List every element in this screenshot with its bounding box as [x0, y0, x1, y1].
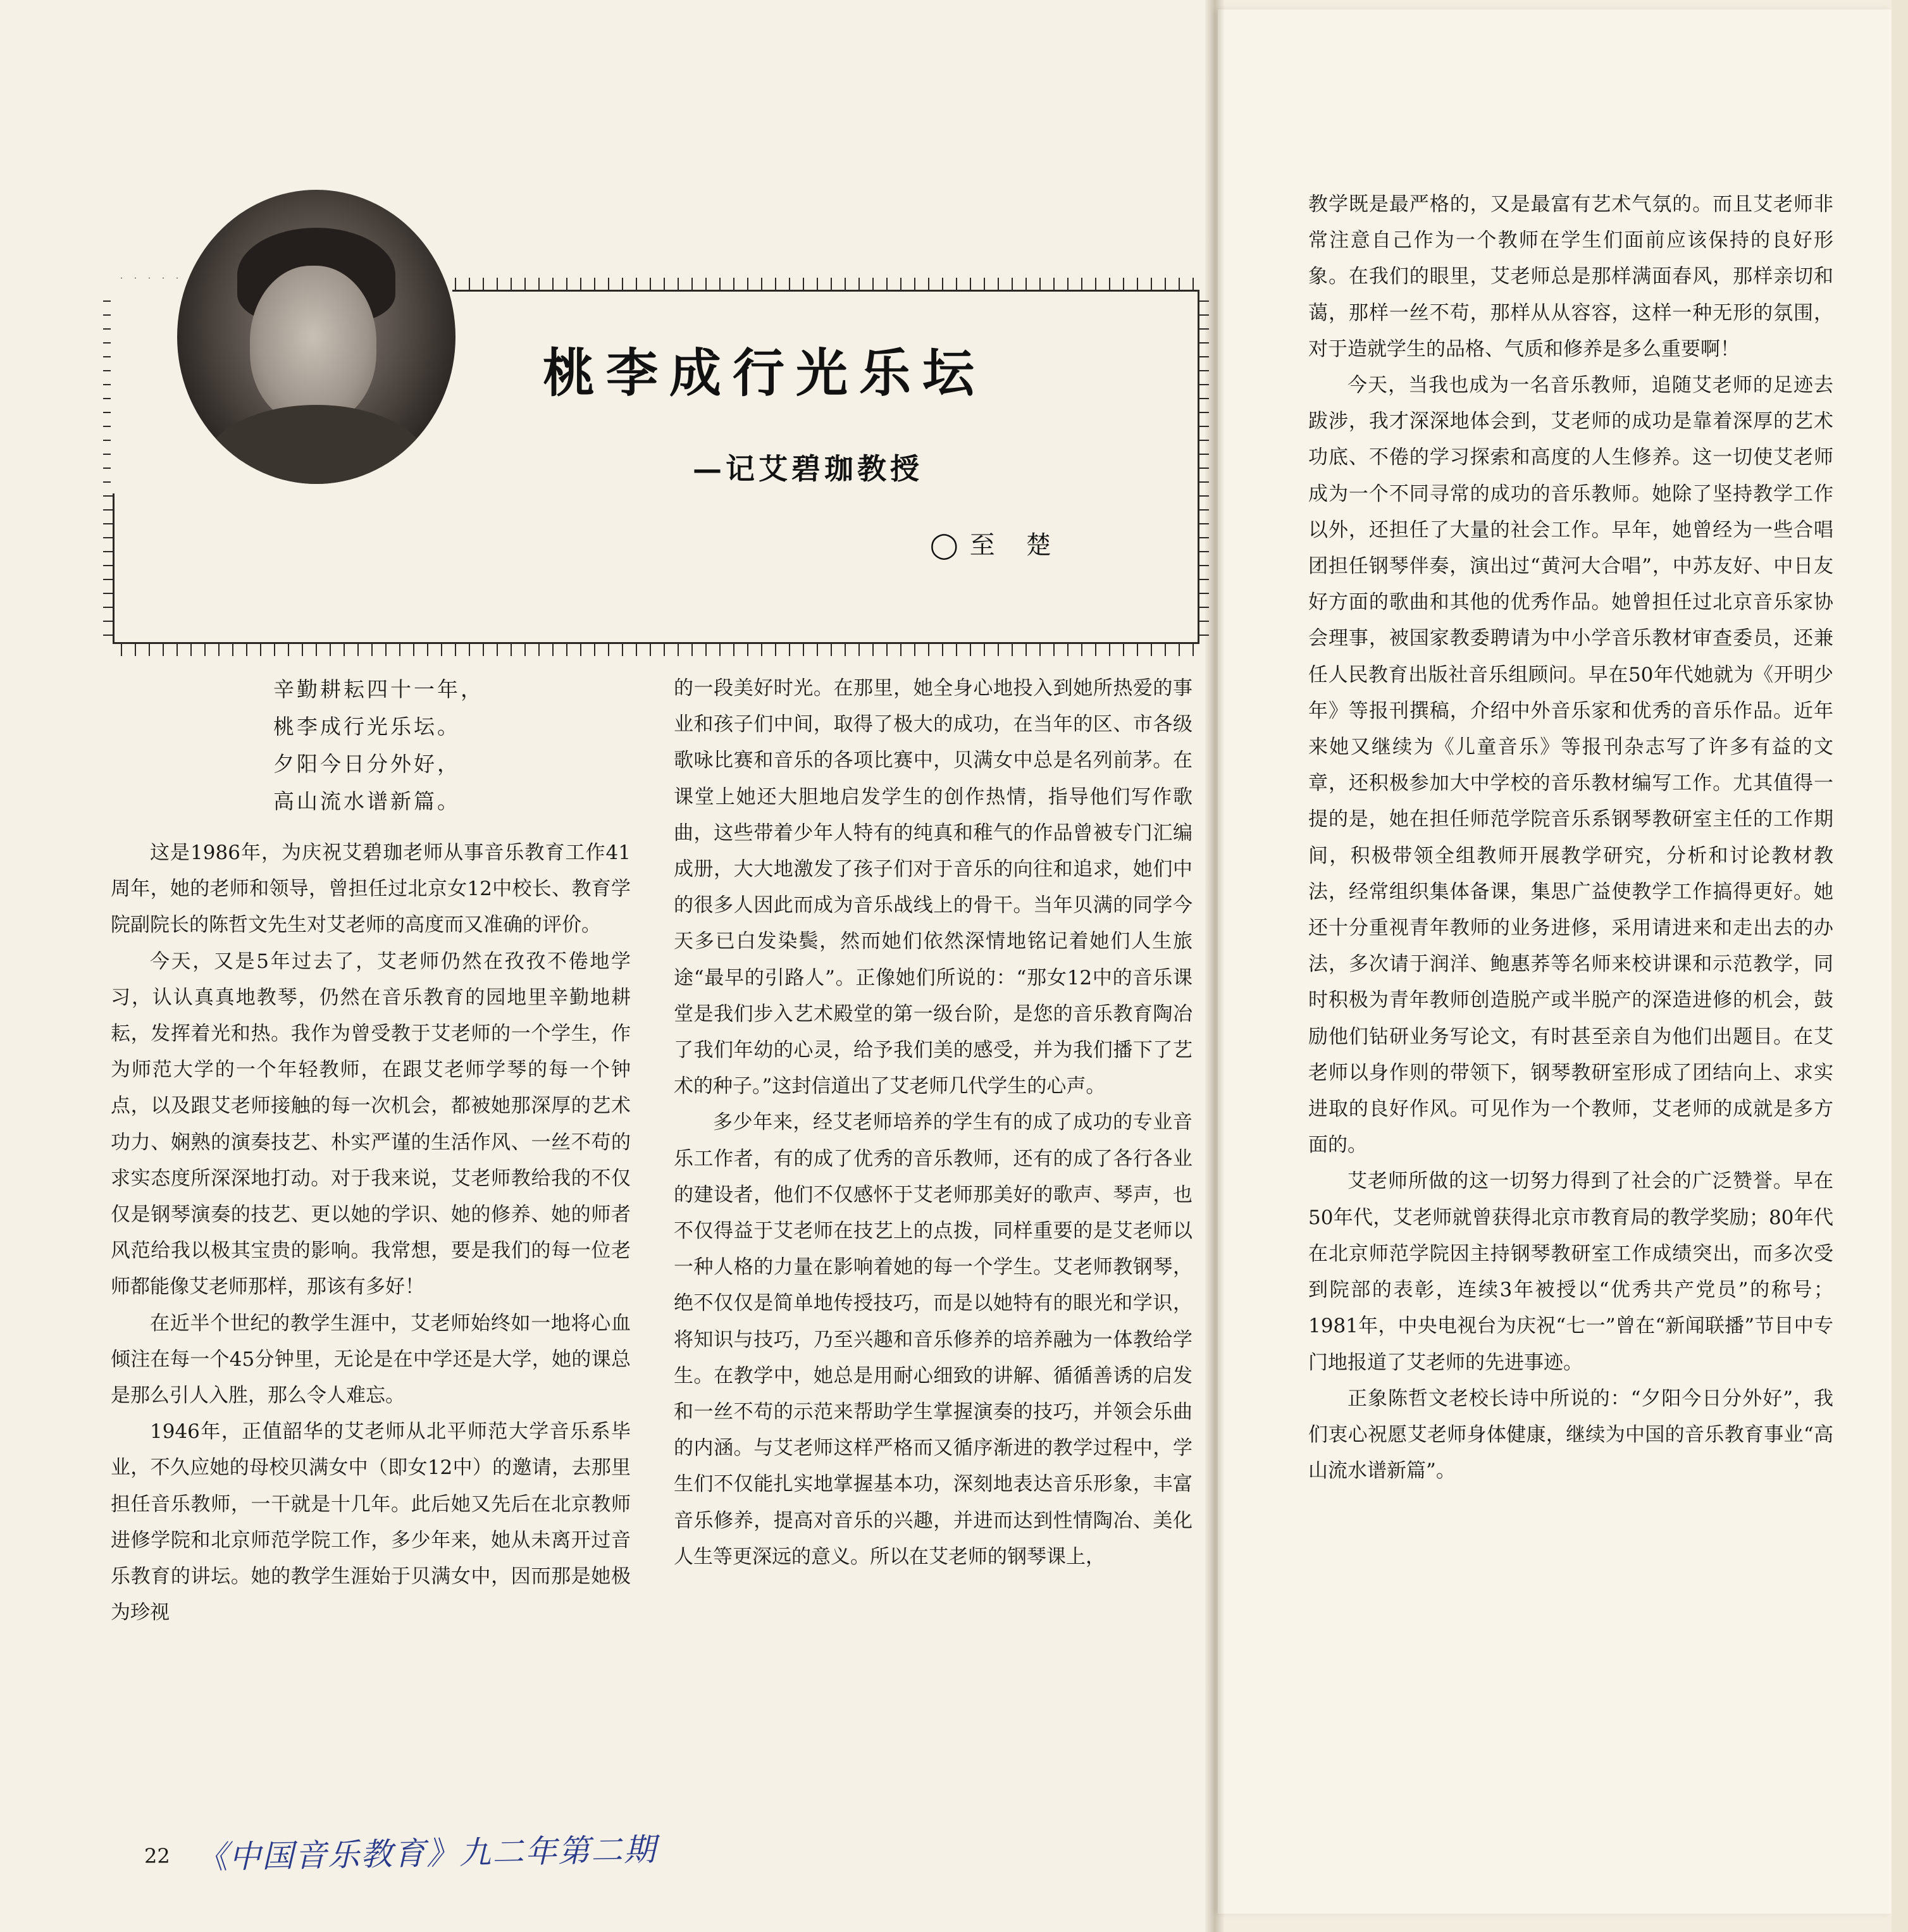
paragraph: 这是1986年，为庆祝艾碧珈老师从事音乐教育工作41周年，她的老师和领导，曾担任过北京女12中校长、教育学院副院长的陈哲文先生对艾老师的高度而又准确的评价。: [111, 841, 631, 937]
article-title: 桃李成行光乐坛: [543, 344, 986, 404]
opening-poem: [273, 671, 484, 820]
paragraph: 多少年来，经艾老师培养的学生有的成了成功的专业音乐工作者，有的成了优秀的音乐教师，还有的成了各行各业的建设者，他们不仅感怀于艾老师那美好的歌声、琴声，也不仅得益于艾老师在技艺上的点拨，同样重要的是艾老师以一种人格的力量在影响着她的每一个学生。艾老师教钢琴，绝不仅仅是简单地传授技巧，而是以她特有的眼光和学识，将知识与技巧，乃至兴趣和音乐修养的培养融为一体教给学生。在教学中，她总是用耐心细致的讲解、循循善诱的启发和一丝不苟的示范来帮助学生掌握演奏的技巧，并领会乐曲的内涵。与艾老师这样严格而又循序渐进的教学过程中，学生们不仅能扎实地掌握基本功，深刻地表达音乐形象，丰富音乐修养，提高对音乐的兴趣，并进而达到性情陶冶、美化人生等更深远的意义。所以在艾老师的钢琴课上，: [674, 1111, 1192, 1568]
poem-line: 高山流水谱新篇。: [273, 789, 461, 814]
portrait-photo: [177, 190, 455, 484]
poem-line: 桃李成行光乐坛。: [273, 714, 461, 739]
portrait-face: [250, 266, 376, 424]
frame-border-bottom: [115, 642, 1198, 656]
poem-line: 夕阳今日分外好，: [273, 752, 461, 776]
paragraph: 正象陈哲文老校长诗中所说的：“夕阳今日分外好”，我们衷心祝愿艾老师身体健康，继续为中国的音乐教育事业“高山流水谱新篇”。: [1308, 1387, 1833, 1483]
paragraph: 的一段美好时光。在那里，她全身心地投入到她所热爱的事业和孩子们中间，取得了极大的成功，在当年的区、市各级歌咏比赛和音乐的各项比赛中，贝满女中总是名列前茅。在课堂上她还大胆地启发学生的创作热情，指导他们写作歌曲，这些带着少年人特有的纯真和稚气的作品曾被专门汇编成册，大大地激发了孩子们对于音乐的向往和追求，她们中的很多人因此而成为音乐战线上的骨干。当年贝满的同学今天多已白发染鬓，然而她们依然深情地铭记着她们人生旅途“最早的引路人”。正像她们所说的：“那女12中的音乐课堂是我们步入艺术殿堂的第一级台阶，是您的音乐教育陶冶了我们年幼的心灵，给予我们美的感受，并为我们播下了艺术的种子。”这封信道出了艾老师几代学生的心声。: [674, 677, 1192, 1098]
paragraph: 今天，又是5年过去了，艾老师仍然在孜孜不倦地学习，认认真真地教琴，仍然在音乐教育的园地里辛勤地耕耘，发挥着光和热。我作为曾受教于艾老师的一个学生，作为师范大学的一个年轻教师，在跟艾老师学琴的每一个钟点，以及跟艾老师接触的每一次机会，都被她那深厚的艺术功力、娴熟的演奏技艺、朴实严谨的生活作风、一丝不苟的求实态度所深深地打动。对于我来说，艾老师教给我的不仅仅是钢琴演奏的技艺、更以她的学识、她的修养、她的师者风范给我以极其宝贵的影响。我常想，要是我们的每一位老师都能像艾老师那样，那该有多好！: [111, 950, 631, 1299]
text-column-2: [674, 671, 1192, 1575]
paragraph: 教学既是最严格的，又是最富有艺术气氛的。而且艾老师非常注意自己作为一个教师在学生们面前应该保持的良好形象。在我们的眼里，艾老师总是那样满面春风，那样亲切和蔼，那样一丝不苟，那样从从容容，这样一种无形的氛围，对于造就学生的品格、气质和修养是多么重要啊！: [1308, 193, 1833, 361]
article-byline: ◯至 楚: [930, 531, 1063, 560]
frame-border-right: [1199, 292, 1209, 642]
paragraph: 1946年，正值韶华的艾老师从北平师范大学音乐系毕业，不久应她的母校贝满女中（即女12中）的邀请，去那里担任音乐教师，一干就是十几年。此后她又先后在北京教师进修学院和北京师范学院工作，多少年来，她从未离开过音乐教育的讲坛。她的教学生涯始于贝满女中，因而那是她极为珍视: [111, 1420, 631, 1625]
paragraph: 今天，当我也成为一名音乐教师，追随艾老师的足迹去跋涉，我才深深地体会到，艾老师的成功是靠着深厚的艺术功底、不倦的学习探索和高度的人生修养。这一切使艾老师成为一个不同寻常的成功的音乐教师。她除了坚持教学工作以外，还担任了大量的社会工作。早年，她曾经为一些合唱团担任钢琴伴奏，演出过“黄河大合唱”，中苏友好、中日友好方面的歌曲和其他的优秀作品。她曾担任过北京音乐家协会理事，被国家教委聘请为中小学音乐教材审查委员，还兼任人民教育出版社音乐组顾问。早在50年代她就为《开明少年》等报刊撰稿，介绍中外音乐家和优秀的音乐作品。近年来她又继续为《儿童音乐》等报刊杂志写了许多有益的文章，还积极参加大中学校的音乐教材编写工作。尤其值得一提的是，她在担任师范学院音乐系钢琴教研室主任的工作期间，积极带领全组教师开展教学研究，分析和讨论教材教法，经常组织集体备课，集思广益使教学工作搞得更好。她还十分重视青年教师的业务进修，采用请进来和走出去的办法，多次请于润洋、鲍惠荞等名师来校讲课和示范教学，同时积极为青年教师创造脱产或半脱产的深造进修的机会，鼓励他们钻研业务写论文，有时甚至亲自为他们出题目。在艾老师以身作则的带领下，钢琴教研室形成了团结向上、求实进取的良好作风。可见作为一个教师，艾老师的成就是多方面的。: [1308, 374, 1833, 1157]
page-number: 22: [144, 1844, 170, 1868]
paragraph: 艾老师所做的这一切努力得到了社会的广泛赞誉。早在50年代，艾老师就曾获得北京市教育局的教学奖励；80年代在北京师范学院因主持钢琴教研室工作成绩突出，而多次受到院部的表彰，连续3年被授以“优秀共产党员”的称号；1981年，中央电视台为庆祝“七一”曾在“新闻联播”节目中专门地报道了艾老师的先进事迹。: [1308, 1170, 1833, 1374]
paragraph: 在近半个世纪的教学生涯中，艾老师始终如一地将心血倾注在每一个45分钟里，无论是在中学还是大学，她的课总是那么引人入胜，那么令人难忘。: [111, 1311, 631, 1408]
page-fold-shadow: [1205, 0, 1224, 1932]
text-column-3: [1308, 187, 1833, 1489]
portrait-body: [202, 405, 430, 484]
scanner-edge: [1892, 0, 1908, 1932]
text-column-1: [111, 835, 631, 1631]
article-subtitle: —记艾碧珈教授: [693, 452, 923, 486]
handwritten-source-note: 《中国音乐教育》九二年第二期: [195, 1831, 657, 1876]
poem-line: 辛勤耕耘四十一年，: [273, 677, 484, 702]
